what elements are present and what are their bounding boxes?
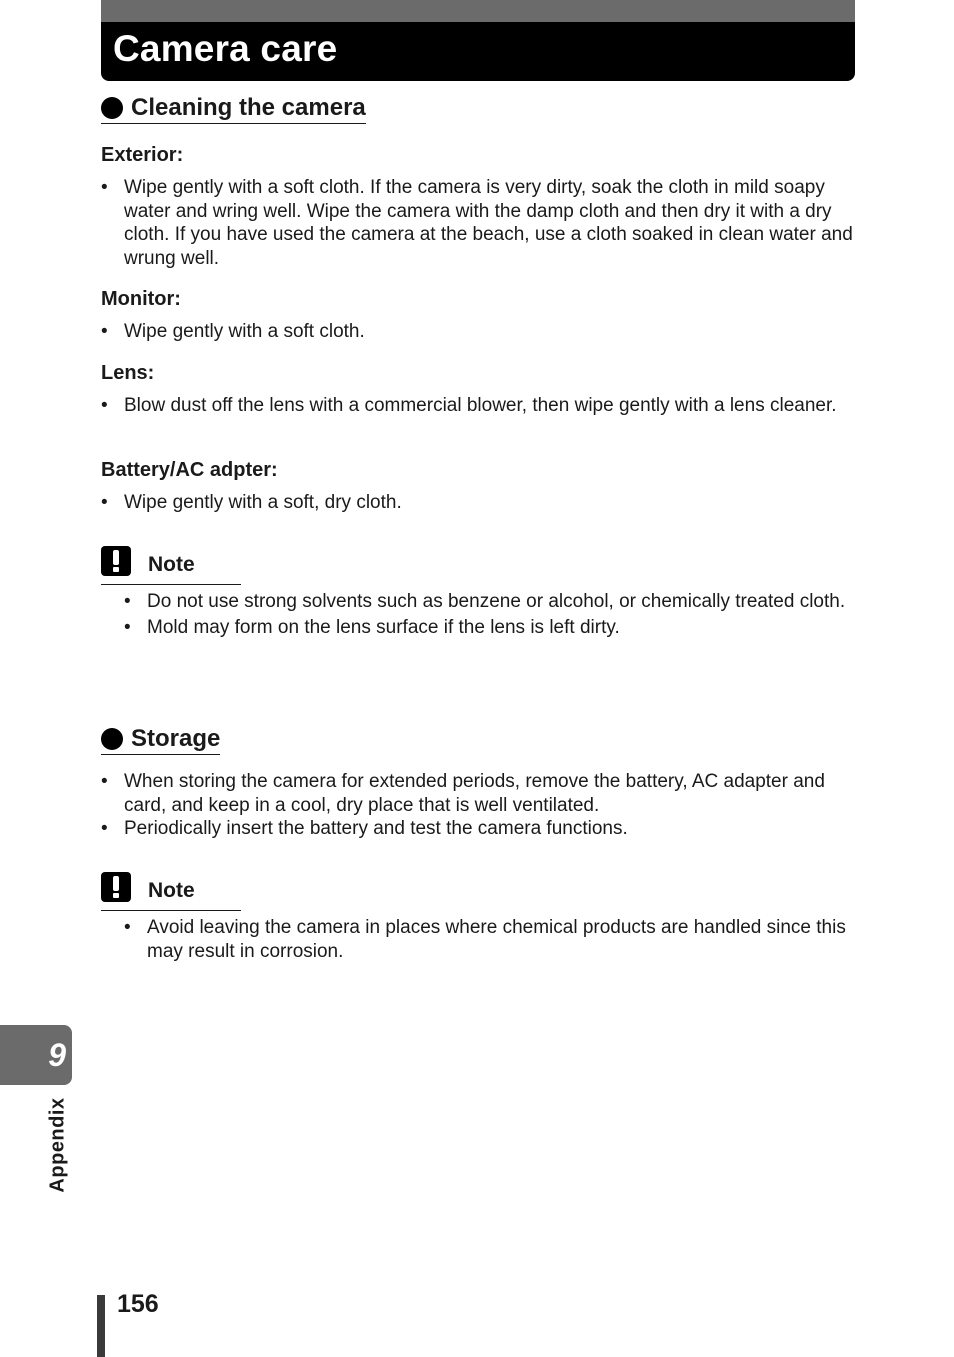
list-item: • Mold may form on the lens surface if the lens is left dirty. (124, 616, 864, 640)
title-bar (101, 22, 855, 81)
section-bullet-icon (101, 97, 123, 119)
note-list-storage (124, 916, 864, 965)
chapter-number: 9 (48, 1037, 66, 1073)
battery-list (101, 491, 861, 515)
note-heading-storage (101, 872, 241, 911)
page-number: 156 (117, 1290, 159, 1318)
list-item: • Avoid leaving the camera in places where chemical products are handled since this may result in corrosion. (124, 916, 864, 963)
list-item: • Periodically insert the battery and test the camera functions. (101, 817, 861, 841)
exclamation-icon (101, 546, 131, 576)
list-item: • Wipe gently with a soft cloth. (101, 320, 861, 344)
lens-list (101, 394, 861, 418)
note-label: Note (148, 553, 195, 576)
monitor-list (101, 320, 861, 344)
title-bar-accent (101, 0, 855, 24)
note-list-cleaning (124, 590, 864, 641)
exclamation-icon (101, 872, 131, 902)
list-item: • Wipe gently with a soft, dry cloth. (101, 491, 861, 515)
chapter-tab (0, 1025, 72, 1085)
list-item: • When storing the camera for extended periods, remove the battery, AC adapter and card, and keep in a cool, dry place that is well ventilated. (101, 770, 861, 817)
note-heading-cleaning (101, 546, 241, 585)
section-heading-cleaning (101, 94, 366, 124)
subheading-lens: Lens: (101, 362, 155, 384)
exterior-list (101, 176, 861, 270)
section-heading-storage (101, 725, 220, 755)
subheading-exterior: Exterior: (101, 144, 184, 166)
chapter-label: Appendix (46, 1097, 69, 1193)
note-label: Note (148, 879, 195, 902)
page-number-bar (97, 1295, 105, 1357)
page-title: Camera care (113, 28, 338, 69)
list-item: • Wipe gently with a soft cloth. If the camera is very dirty, soak the cloth in mild soapy water and wring well. Wipe the camera with the damp cloth and then dry it with a dry cloth. If you have used the camera at the beach, use a cloth soaked in clean water and wrung well. (101, 176, 861, 270)
section-heading-text: Cleaning the camera (131, 94, 366, 121)
section-heading-text: Storage (131, 725, 221, 752)
list-item: • Do not use strong solvents such as benzene or alcohol, or chemically treated cloth. (124, 590, 864, 614)
list-item: • Blow dust off the lens with a commercial blower, then wipe gently with a lens cleaner. (101, 394, 861, 418)
section-bullet-icon (101, 728, 123, 750)
subheading-battery: Battery/AC adpter: (101, 459, 278, 481)
storage-list (101, 770, 861, 841)
subheading-monitor: Monitor: (101, 288, 181, 310)
